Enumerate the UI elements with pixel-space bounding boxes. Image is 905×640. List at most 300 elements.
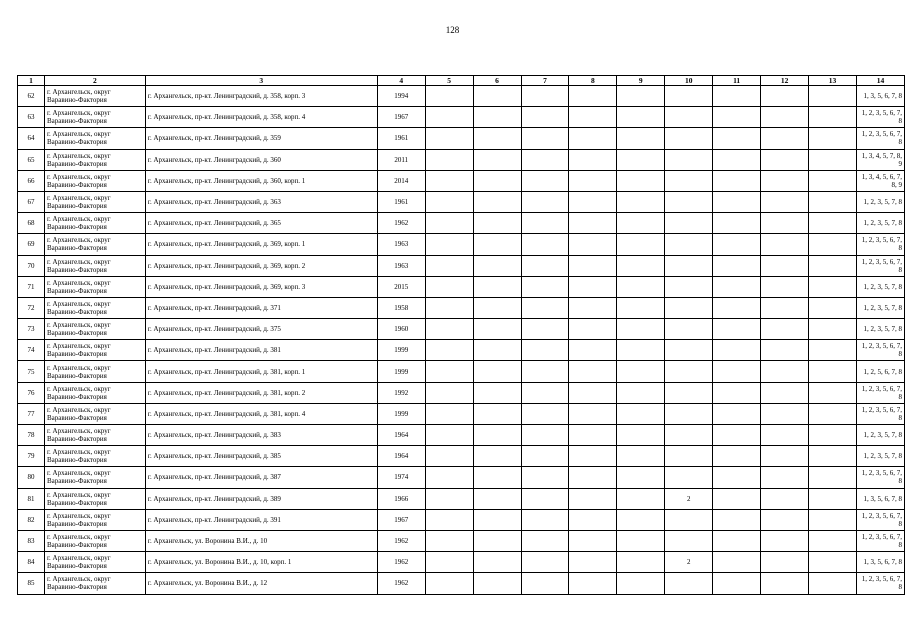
district-cell: г. Архангельск, округ Варавино-Фактория <box>44 255 145 276</box>
codes-cell: 1, 2, 3, 5, 7, 8 <box>856 425 904 446</box>
empty-cell <box>473 382 521 403</box>
empty-cell <box>617 255 665 276</box>
column-header: 5 <box>425 76 473 86</box>
empty-cell <box>809 340 857 361</box>
empty-cell <box>809 382 857 403</box>
empty-cell <box>617 213 665 234</box>
year-cell: 1999 <box>377 340 425 361</box>
address-cell: г. Архангельск, пр-кт. Ленинградский, д. 381, корп. 2 <box>145 382 377 403</box>
codes-cell: 1, 2, 3, 5, 6, 7, 8 <box>856 107 904 128</box>
year-cell: 2014 <box>377 170 425 191</box>
empty-cell <box>761 361 809 382</box>
codes-cell: 1, 2, 3, 5, 6, 7, 8 <box>856 382 904 403</box>
empty-cell <box>521 382 569 403</box>
table-row <box>18 403 905 424</box>
address-cell: г. Архангельск, пр-кт. Ленинградский, д. 369, корп. 3 <box>145 276 377 297</box>
empty-cell <box>761 530 809 551</box>
empty-cell <box>617 488 665 509</box>
empty-cell <box>617 234 665 255</box>
col10-cell <box>665 86 713 107</box>
codes-cell: 1, 2, 3, 5, 6, 7, 8 <box>856 573 904 594</box>
year-cell: 1974 <box>377 467 425 488</box>
year-cell: 1963 <box>377 255 425 276</box>
codes-cell: 1, 3, 5, 6, 7, 8 <box>856 488 904 509</box>
empty-cell <box>809 107 857 128</box>
table-row <box>18 573 905 594</box>
address-cell: г. Архангельск, ул. Воронина В.И., д. 10 <box>145 530 377 551</box>
empty-cell <box>809 319 857 340</box>
year-cell: 1994 <box>377 86 425 107</box>
empty-cell <box>425 255 473 276</box>
column-header: 11 <box>713 76 761 86</box>
empty-cell <box>473 255 521 276</box>
empty-cell <box>809 530 857 551</box>
row-number-cell: 75 <box>18 361 45 382</box>
empty-cell <box>473 276 521 297</box>
table-row <box>18 276 905 297</box>
empty-cell <box>617 170 665 191</box>
table-row <box>18 509 905 530</box>
codes-cell: 1, 3, 4, 5, 6, 7, 8, 9 <box>856 170 904 191</box>
empty-cell <box>425 361 473 382</box>
empty-cell <box>521 530 569 551</box>
empty-cell <box>809 149 857 170</box>
address-cell: г. Архангельск, пр-кт. Ленинградский, д. 391 <box>145 509 377 530</box>
empty-cell <box>713 361 761 382</box>
empty-cell <box>617 403 665 424</box>
address-cell: г. Архангельск, пр-кт. Ленинградский, д. 359 <box>145 128 377 149</box>
empty-cell <box>425 170 473 191</box>
col10-cell <box>665 297 713 318</box>
empty-cell <box>569 107 617 128</box>
empty-cell <box>473 234 521 255</box>
table-row <box>18 530 905 551</box>
empty-cell <box>713 573 761 594</box>
col10-cell <box>665 191 713 212</box>
empty-cell <box>425 446 473 467</box>
empty-cell <box>617 573 665 594</box>
table-row <box>18 361 905 382</box>
codes-cell: 1, 2, 3, 5, 7, 8 <box>856 191 904 212</box>
col10-cell <box>665 573 713 594</box>
col10-cell: 2 <box>665 552 713 573</box>
codes-cell: 1, 2, 3, 5, 6, 7, 8 <box>856 255 904 276</box>
year-cell: 1967 <box>377 107 425 128</box>
empty-cell <box>425 86 473 107</box>
district-cell: г. Архангельск, округ Варавино-Фактория <box>44 234 145 255</box>
table-body <box>18 86 905 595</box>
row-number-cell: 76 <box>18 382 45 403</box>
district-cell: г. Архангельск, округ Варавино-Фактория <box>44 86 145 107</box>
empty-cell <box>617 446 665 467</box>
empty-cell <box>617 319 665 340</box>
empty-cell <box>761 170 809 191</box>
address-cell: г. Архангельск, пр-кт. Ленинградский, д. 363 <box>145 191 377 212</box>
year-cell: 1962 <box>377 552 425 573</box>
empty-cell <box>761 488 809 509</box>
empty-cell <box>425 552 473 573</box>
empty-cell <box>425 297 473 318</box>
table-row <box>18 234 905 255</box>
year-cell: 1958 <box>377 297 425 318</box>
empty-cell <box>617 530 665 551</box>
codes-cell: 1, 2, 3, 5, 6, 7, 8 <box>856 467 904 488</box>
row-number-cell: 80 <box>18 467 45 488</box>
district-cell: г. Архангельск, округ Варавино-Фактория <box>44 107 145 128</box>
empty-cell <box>713 488 761 509</box>
year-cell: 2011 <box>377 149 425 170</box>
empty-cell <box>809 86 857 107</box>
empty-cell <box>521 128 569 149</box>
table-row <box>18 319 905 340</box>
empty-cell <box>425 128 473 149</box>
empty-cell <box>569 488 617 509</box>
table-row <box>18 170 905 191</box>
year-cell: 1964 <box>377 446 425 467</box>
column-header: 1 <box>18 76 45 86</box>
empty-cell <box>809 573 857 594</box>
address-cell: г. Архангельск, пр-кт. Ленинградский, д. 360 <box>145 149 377 170</box>
empty-cell <box>617 467 665 488</box>
district-cell: г. Архангельск, округ Варавино-Фактория <box>44 340 145 361</box>
empty-cell <box>521 573 569 594</box>
housing-table <box>17 75 905 595</box>
col10-cell <box>665 340 713 361</box>
empty-cell <box>713 467 761 488</box>
empty-cell <box>569 361 617 382</box>
row-number-cell: 74 <box>18 340 45 361</box>
empty-cell <box>521 149 569 170</box>
row-number-cell: 65 <box>18 149 45 170</box>
codes-cell: 1, 2, 3, 5, 6, 7, 8 <box>856 128 904 149</box>
empty-cell <box>761 255 809 276</box>
empty-cell <box>713 170 761 191</box>
col10-cell <box>665 403 713 424</box>
row-number-cell: 62 <box>18 86 45 107</box>
year-cell: 1962 <box>377 530 425 551</box>
empty-cell <box>809 170 857 191</box>
codes-cell: 1, 2, 3, 5, 7, 8 <box>856 213 904 234</box>
district-cell: г. Архангельск, округ Варавино-Фактория <box>44 149 145 170</box>
empty-cell <box>761 213 809 234</box>
empty-cell <box>809 446 857 467</box>
empty-cell <box>809 128 857 149</box>
empty-cell <box>521 403 569 424</box>
empty-cell <box>761 467 809 488</box>
row-number-cell: 84 <box>18 552 45 573</box>
empty-cell <box>761 191 809 212</box>
col10-cell <box>665 107 713 128</box>
empty-cell <box>569 340 617 361</box>
address-cell: г. Архангельск, ул. Воронина В.И., д. 10, корп. 1 <box>145 552 377 573</box>
empty-cell <box>713 403 761 424</box>
empty-cell <box>761 149 809 170</box>
empty-cell <box>473 149 521 170</box>
codes-cell: 1, 2, 3, 5, 7, 8 <box>856 297 904 318</box>
empty-cell <box>473 467 521 488</box>
district-cell: г. Архангельск, округ Варавино-Фактория <box>44 552 145 573</box>
empty-cell <box>473 361 521 382</box>
row-number-cell: 70 <box>18 255 45 276</box>
address-cell: г. Архангельск, пр-кт. Ленинградский, д. 381 <box>145 340 377 361</box>
codes-cell: 1, 2, 3, 5, 7, 8 <box>856 276 904 297</box>
empty-cell <box>713 276 761 297</box>
page-number: 128 <box>445 25 460 35</box>
row-number-cell: 85 <box>18 573 45 594</box>
empty-cell <box>761 403 809 424</box>
empty-cell <box>713 213 761 234</box>
empty-cell <box>713 128 761 149</box>
empty-cell <box>473 213 521 234</box>
empty-cell <box>473 530 521 551</box>
address-cell: г. Архангельск, ул. Воронина В.И., д. 12 <box>145 573 377 594</box>
row-number-cell: 83 <box>18 530 45 551</box>
empty-cell <box>761 234 809 255</box>
empty-cell <box>569 403 617 424</box>
year-cell: 1967 <box>377 509 425 530</box>
header-row <box>18 76 905 86</box>
col10-cell <box>665 213 713 234</box>
empty-cell <box>569 170 617 191</box>
empty-cell <box>473 170 521 191</box>
empty-cell <box>809 509 857 530</box>
empty-cell <box>569 213 617 234</box>
column-header: 13 <box>809 76 857 86</box>
empty-cell <box>473 425 521 446</box>
empty-cell <box>569 276 617 297</box>
address-cell: г. Архангельск, пр-кт. Ленинградский, д. 385 <box>145 446 377 467</box>
table-row <box>18 107 905 128</box>
district-cell: г. Архангельск, округ Варавино-Фактория <box>44 213 145 234</box>
row-number-cell: 77 <box>18 403 45 424</box>
empty-cell <box>569 234 617 255</box>
empty-cell <box>617 552 665 573</box>
table-row <box>18 552 905 573</box>
empty-cell <box>713 425 761 446</box>
empty-cell <box>473 191 521 212</box>
year-cell: 2015 <box>377 276 425 297</box>
row-number-cell: 78 <box>18 425 45 446</box>
row-number-cell: 73 <box>18 319 45 340</box>
address-cell: г. Архангельск, пр-кт. Ленинградский, д. 387 <box>145 467 377 488</box>
empty-cell <box>713 382 761 403</box>
col10-cell <box>665 509 713 530</box>
column-header: 4 <box>377 76 425 86</box>
row-number-cell: 64 <box>18 128 45 149</box>
column-header: 8 <box>569 76 617 86</box>
address-cell: г. Архангельск, пр-кт. Ленинградский, д. 381, корп. 1 <box>145 361 377 382</box>
empty-cell <box>425 234 473 255</box>
empty-cell <box>425 509 473 530</box>
empty-cell <box>569 509 617 530</box>
empty-cell <box>761 552 809 573</box>
column-header: 10 <box>665 76 713 86</box>
col10-cell <box>665 319 713 340</box>
col10-cell <box>665 234 713 255</box>
district-cell: г. Архангельск, округ Варавино-Фактория <box>44 509 145 530</box>
empty-cell <box>809 552 857 573</box>
col10-cell <box>665 255 713 276</box>
empty-cell <box>521 509 569 530</box>
row-number-cell: 66 <box>18 170 45 191</box>
table-row <box>18 382 905 403</box>
empty-cell <box>569 425 617 446</box>
empty-cell <box>473 573 521 594</box>
empty-cell <box>521 467 569 488</box>
empty-cell <box>425 573 473 594</box>
district-cell: г. Архангельск, округ Варавино-Фактория <box>44 425 145 446</box>
year-cell: 1962 <box>377 213 425 234</box>
empty-cell <box>809 191 857 212</box>
col10-cell <box>665 382 713 403</box>
empty-cell <box>425 403 473 424</box>
empty-cell <box>425 488 473 509</box>
empty-cell <box>617 340 665 361</box>
year-cell: 1992 <box>377 382 425 403</box>
empty-cell <box>761 276 809 297</box>
empty-cell <box>713 86 761 107</box>
address-cell: г. Архангельск, пр-кт. Ленинградский, д. 365 <box>145 213 377 234</box>
row-number-cell: 81 <box>18 488 45 509</box>
empty-cell <box>425 191 473 212</box>
empty-cell <box>473 509 521 530</box>
empty-cell <box>569 191 617 212</box>
empty-cell <box>521 107 569 128</box>
district-cell: г. Архангельск, округ Варавино-Фактория <box>44 276 145 297</box>
empty-cell <box>713 530 761 551</box>
empty-cell <box>473 319 521 340</box>
row-number-cell: 71 <box>18 276 45 297</box>
empty-cell <box>425 319 473 340</box>
empty-cell <box>713 255 761 276</box>
year-cell: 1999 <box>377 361 425 382</box>
empty-cell <box>569 573 617 594</box>
empty-cell <box>521 213 569 234</box>
empty-cell <box>473 107 521 128</box>
row-number-cell: 63 <box>18 107 45 128</box>
column-header: 12 <box>761 76 809 86</box>
col10-cell <box>665 530 713 551</box>
address-cell: г. Архангельск, пр-кт. Ленинградский, д. 358, корп. 3 <box>145 86 377 107</box>
district-cell: г. Архангельск, округ Варавино-Фактория <box>44 530 145 551</box>
codes-cell: 1, 2, 5, 6, 7, 8 <box>856 361 904 382</box>
col10-cell <box>665 361 713 382</box>
empty-cell <box>761 86 809 107</box>
empty-cell <box>569 297 617 318</box>
empty-cell <box>569 149 617 170</box>
empty-cell <box>425 425 473 446</box>
empty-cell <box>617 425 665 446</box>
empty-cell <box>713 234 761 255</box>
col10-cell <box>665 276 713 297</box>
row-number-cell: 69 <box>18 234 45 255</box>
empty-cell <box>425 382 473 403</box>
empty-cell <box>617 509 665 530</box>
empty-cell <box>617 86 665 107</box>
year-cell: 1999 <box>377 403 425 424</box>
table-row <box>18 340 905 361</box>
empty-cell <box>521 488 569 509</box>
empty-cell <box>473 128 521 149</box>
address-cell: г. Архангельск, пр-кт. Ленинградский, д. 358, корп. 4 <box>145 107 377 128</box>
empty-cell <box>569 530 617 551</box>
address-cell: г. Архангельск, пр-кт. Ленинградский, д. 369, корп. 2 <box>145 255 377 276</box>
empty-cell <box>473 403 521 424</box>
table-row <box>18 467 905 488</box>
table-row <box>18 255 905 276</box>
empty-cell <box>425 276 473 297</box>
empty-cell <box>617 382 665 403</box>
empty-cell <box>713 297 761 318</box>
empty-cell <box>713 446 761 467</box>
empty-cell <box>713 340 761 361</box>
empty-cell <box>713 149 761 170</box>
empty-cell <box>473 446 521 467</box>
empty-cell <box>569 552 617 573</box>
year-cell: 1961 <box>377 191 425 212</box>
empty-cell <box>761 573 809 594</box>
address-cell: г. Архангельск, пр-кт. Ленинградский, д. 389 <box>145 488 377 509</box>
column-header: 14 <box>856 76 904 86</box>
empty-cell <box>473 297 521 318</box>
column-header: 3 <box>145 76 377 86</box>
codes-cell: 1, 2, 3, 5, 6, 7, 8 <box>856 530 904 551</box>
codes-cell: 1, 3, 5, 6, 7, 8 <box>856 86 904 107</box>
year-cell: 1960 <box>377 319 425 340</box>
empty-cell <box>713 552 761 573</box>
empty-cell <box>569 319 617 340</box>
address-cell: г. Архангельск, пр-кт. Ленинградский, д. 383 <box>145 425 377 446</box>
empty-cell <box>809 361 857 382</box>
column-header: 7 <box>521 76 569 86</box>
empty-cell <box>569 382 617 403</box>
empty-cell <box>617 191 665 212</box>
district-cell: г. Архангельск, округ Варавино-Фактория <box>44 446 145 467</box>
district-cell: г. Архангельск, округ Варавино-Фактория <box>44 128 145 149</box>
address-cell: г. Архангельск, пр-кт. Ленинградский, д. 375 <box>145 319 377 340</box>
empty-cell <box>713 509 761 530</box>
column-header: 9 <box>617 76 665 86</box>
table-row <box>18 488 905 509</box>
district-cell: г. Архангельск, округ Варавино-Фактория <box>44 403 145 424</box>
empty-cell <box>617 297 665 318</box>
col10-cell <box>665 467 713 488</box>
empty-cell <box>761 319 809 340</box>
empty-cell <box>521 234 569 255</box>
empty-cell <box>521 425 569 446</box>
column-header: 2 <box>44 76 145 86</box>
empty-cell <box>425 467 473 488</box>
empty-cell <box>809 488 857 509</box>
empty-cell <box>425 530 473 551</box>
district-cell: г. Архангельск, округ Варавино-Фактория <box>44 319 145 340</box>
table-row <box>18 149 905 170</box>
year-cell: 1964 <box>377 425 425 446</box>
empty-cell <box>617 276 665 297</box>
table-row <box>18 425 905 446</box>
empty-cell <box>473 340 521 361</box>
empty-cell <box>473 552 521 573</box>
empty-cell <box>569 255 617 276</box>
empty-cell <box>809 234 857 255</box>
empty-cell <box>713 107 761 128</box>
empty-cell <box>425 340 473 361</box>
table-row <box>18 446 905 467</box>
row-number-cell: 82 <box>18 509 45 530</box>
codes-cell: 1, 2, 3, 5, 6, 7, 8 <box>856 234 904 255</box>
empty-cell <box>761 382 809 403</box>
empty-cell <box>713 319 761 340</box>
